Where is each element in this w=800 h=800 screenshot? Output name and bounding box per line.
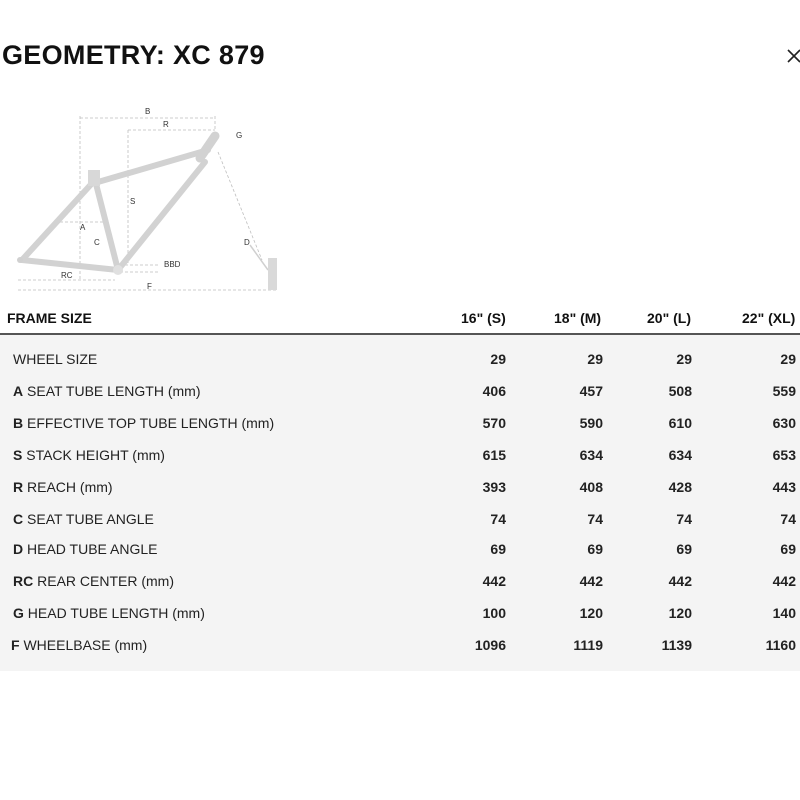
cell-value: 443 [772, 479, 796, 495]
cell-value: 120 [668, 605, 692, 621]
cell-value: 615 [482, 447, 506, 463]
cell-value: 74 [490, 511, 506, 527]
table-row [0, 443, 800, 467]
cell-value: 74 [587, 511, 603, 527]
label-c: C [94, 238, 100, 247]
cell-value: 590 [579, 415, 603, 431]
row-code: A [13, 383, 24, 399]
row-code: G [13, 605, 24, 621]
size-header-l: 20" (L) [647, 310, 691, 326]
label-bbd: BBD [164, 260, 181, 269]
cell-value: 29 [490, 351, 506, 367]
table-row [0, 507, 800, 531]
table-row [0, 475, 800, 499]
cell-value: 1139 [661, 637, 692, 653]
geometry-table [0, 335, 800, 671]
cell-value: 570 [482, 415, 506, 431]
cell-value: 140 [772, 605, 796, 621]
row-label: HEAD TUBE ANGLE [23, 541, 158, 557]
row-label: EFFECTIVE TOP TUBE LENGTH (mm) [23, 415, 275, 431]
row-label: REAR CENTER (mm) [33, 573, 175, 589]
cell-value: 120 [579, 605, 603, 621]
label-d: D [244, 238, 250, 247]
table-row [0, 633, 800, 657]
cell-value: 69 [490, 541, 506, 557]
row-label: SEAT TUBE ANGLE [23, 511, 154, 527]
cell-value: 634 [579, 447, 603, 463]
cell-value: 29 [587, 351, 603, 367]
cell-value: 442 [579, 573, 603, 589]
table-row [0, 537, 800, 561]
row-code: C [13, 511, 24, 527]
frame-geometry-diagram [0, 100, 300, 300]
row-label: SEAT TUBE LENGTH (mm) [23, 383, 201, 399]
cell-value: 634 [668, 447, 692, 463]
table-row [0, 379, 800, 403]
cell-value: 442 [668, 573, 692, 589]
cell-value: 442 [772, 573, 796, 589]
label-a: A [80, 223, 86, 232]
cell-value: 653 [772, 447, 796, 463]
size-header-xl: 22" (XL) [742, 310, 796, 326]
cell-value: 74 [676, 511, 692, 527]
cell-value: 630 [772, 415, 796, 431]
table-row [0, 411, 800, 435]
cell-value: 69 [780, 541, 796, 557]
close-icon[interactable] [786, 40, 800, 70]
row-code: B [13, 415, 24, 431]
label-r: R [163, 120, 169, 129]
cell-value: 1096 [474, 637, 506, 653]
row-code: D [13, 541, 24, 557]
label-g: G [236, 131, 243, 140]
page-title: GEOMETRY: XC 879 [2, 40, 265, 70]
row-code: S [13, 447, 23, 463]
cell-value: 428 [668, 479, 692, 495]
cell-value: 69 [587, 541, 603, 557]
cell-value: 1160 [765, 637, 796, 653]
label-f: F [147, 282, 152, 291]
cell-value: 457 [579, 383, 603, 399]
cell-value: 1119 [573, 637, 603, 653]
row-label: REACH (mm) [23, 479, 113, 495]
cell-value: 69 [676, 541, 692, 557]
row-code: RC [13, 573, 34, 589]
cell-value: 74 [780, 511, 796, 527]
table-row [0, 601, 800, 625]
row-code: R [13, 479, 24, 495]
row-label: WHEELBASE (mm) [19, 637, 148, 653]
table-row [0, 347, 800, 371]
label-rc: RC [61, 271, 73, 280]
cell-value: 100 [482, 605, 506, 621]
table-header [0, 303, 800, 335]
row-label: STACK HEIGHT (mm) [22, 447, 165, 463]
row-label: HEAD TUBE LENGTH (mm) [23, 605, 205, 621]
cell-value: 408 [579, 479, 603, 495]
cell-value: 508 [668, 383, 692, 399]
size-header-m: 18" (M) [554, 310, 602, 326]
cell-value: 29 [676, 351, 692, 367]
cell-value: 29 [780, 351, 796, 367]
frame-size-header: FRAME SIZE [7, 310, 92, 326]
row-label: WHEEL SIZE [13, 351, 98, 367]
label-b: B [145, 107, 151, 116]
cell-value: 406 [482, 383, 506, 399]
table-row [0, 569, 800, 593]
cell-value: 610 [668, 415, 692, 431]
cell-value: 393 [482, 479, 506, 495]
cell-value: 442 [482, 573, 506, 589]
row-code: F [11, 637, 20, 653]
label-s: S [130, 197, 136, 206]
cell-value: 559 [772, 383, 796, 399]
size-header-s: 16" (S) [461, 310, 506, 326]
